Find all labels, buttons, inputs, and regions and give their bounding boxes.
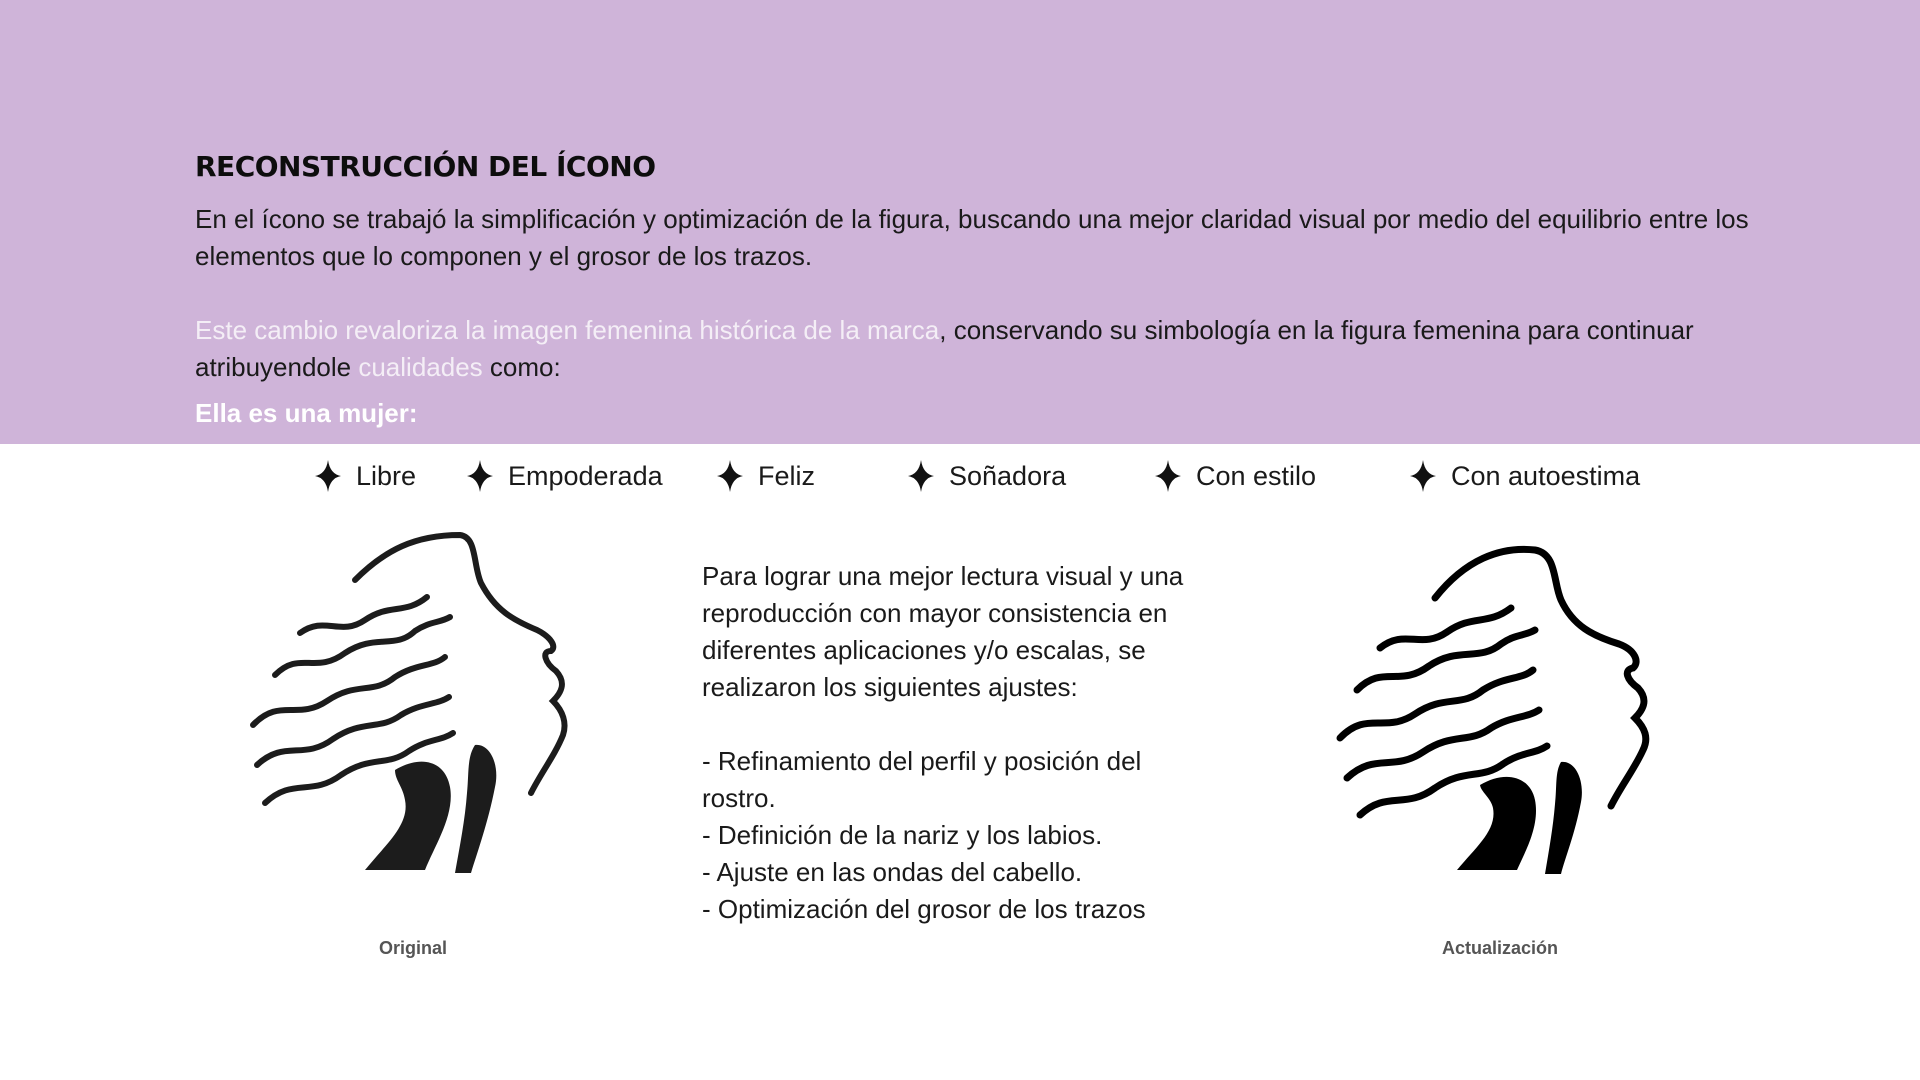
- highlight-text: Este cambio revaloriza la imagen femenina histórica de la marca: [195, 315, 940, 345]
- quality-label: Libre: [356, 460, 417, 491]
- explanation-lead: Para lograr una mejor lectura visual y una reproducción con mayor consistencia en diferentes aplicaciones y/o escalas, se realizaron los siguientes ajustes:: [702, 561, 1184, 702]
- intro-paragraph: En el ícono se trabajó la simplificación y optimización de la figura, buscando una mejor claridad visual por medio del equilibrio entre los elementos que lo componen y el grosor de los trazos.: [195, 204, 1749, 271]
- original-logo-woman-profile-icon: [245, 525, 585, 880]
- quality-label: Con autoestima: [1451, 460, 1641, 491]
- adjustment-item: - Optimización del grosor de los trazos: [702, 894, 1146, 924]
- highlight-qualities: cualidades: [358, 352, 483, 382]
- four-point-star-icon: [716, 459, 744, 493]
- caption-updated: Actualización: [1441, 938, 1559, 958]
- explanation-text: [702, 558, 1222, 928]
- quality-label: Con estilo: [1196, 460, 1317, 491]
- change-text: , conservando su simbología en la figura femenina para continuar atribuyendole: [195, 315, 1694, 382]
- quality-item-feliz: [716, 459, 815, 493]
- quality-label: Empoderada: [508, 460, 663, 491]
- change-paragraph: [195, 312, 1835, 386]
- four-point-star-icon: [1154, 459, 1182, 493]
- change-end: como:: [482, 352, 561, 382]
- quality-label: Feliz: [758, 460, 816, 491]
- four-point-star-icon: [907, 459, 935, 493]
- four-point-star-icon: [466, 459, 494, 493]
- updated-logo-woman-profile-icon: [1335, 540, 1675, 880]
- quality-item-libre: [314, 459, 416, 493]
- quality-item-con-autoestima: [1409, 459, 1640, 493]
- quality-label: Soñadora: [949, 460, 1067, 491]
- quality-item-empoderada: [466, 459, 663, 493]
- quality-item-con-estilo: [1154, 459, 1316, 493]
- adjustment-item: - Ajuste en las ondas del cabello.: [702, 857, 1083, 887]
- subhead: Ella es una mujer:: [195, 398, 418, 428]
- four-point-star-icon: [314, 459, 342, 493]
- quality-item-sonadora: [907, 459, 1066, 493]
- page-title: RECONSTRUCCIÓN DEL ÍCONO: [195, 150, 656, 183]
- caption-original: Original: [378, 938, 447, 958]
- adjustment-item: - Definición de la nariz y los labios.: [702, 820, 1103, 850]
- adjustment-item: - Refinamiento del perfil y posición del rostro.: [702, 746, 1142, 813]
- four-point-star-icon: [1409, 459, 1437, 493]
